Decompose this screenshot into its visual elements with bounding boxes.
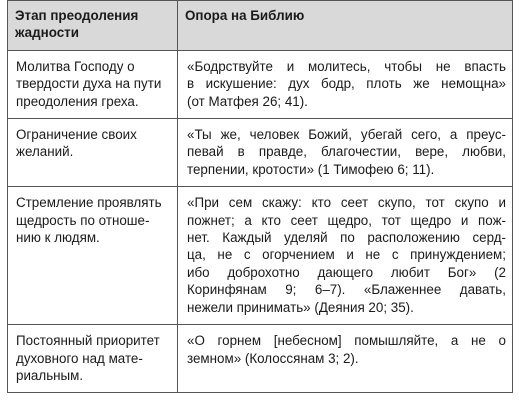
table-row bbox=[8, 119, 513, 187]
bible-line: ца, не с огорчением и не с принуждением; bbox=[187, 247, 506, 263]
stage-cell bbox=[8, 325, 178, 393]
stage-line: Ограничение своих bbox=[16, 127, 137, 143]
bible-line: «При сем скажу: кто сеет скупо, тот скупо и bbox=[187, 195, 506, 211]
stage-cell bbox=[8, 187, 178, 325]
stage-line: щедрость по отноше- bbox=[16, 212, 150, 228]
stage-line: преодоления греха. bbox=[16, 93, 139, 109]
stage-line: Молитва Господу о bbox=[16, 58, 135, 74]
stage-line: Стремление проявлять bbox=[16, 195, 162, 211]
bible-line: Коринфянам 9; 6–7). «Блаженнее давать, bbox=[187, 282, 506, 298]
header-stage-line: жадности bbox=[15, 25, 79, 41]
stage-line: нию к людям. bbox=[16, 230, 100, 246]
table-row bbox=[8, 325, 513, 393]
stage-cell bbox=[8, 119, 178, 187]
bible-line: нежели принимать» (Деяния 20; 35). bbox=[187, 299, 414, 315]
stage-line: духовного над мате- bbox=[16, 350, 143, 366]
header-stage bbox=[8, 1, 178, 51]
bible-line: (от Матфея 26; 41). bbox=[187, 93, 308, 109]
bible-line: ибо доброхотно дающего любит Бог» (2 bbox=[187, 264, 506, 280]
bible-line: «Ты же, человек Божий, убегай сего, а преус- bbox=[187, 127, 506, 143]
stage-cell bbox=[8, 50, 178, 118]
bible-line: пожнет; а кто сеет щедро, тот щедро и пож- bbox=[187, 212, 506, 228]
header-row bbox=[8, 1, 513, 51]
bible-cell bbox=[178, 325, 513, 393]
bible-line: нет. Каждый уделяй по расположению серд- bbox=[187, 230, 506, 246]
header-bible bbox=[178, 1, 513, 51]
stage-line: Постоянный приоритет bbox=[16, 333, 160, 349]
bible-line: «О горнем [небесном] помышляйте, а не о bbox=[187, 333, 506, 349]
table-row bbox=[8, 50, 513, 118]
stage-line: желаний. bbox=[16, 144, 74, 160]
bible-line: «Бодрствуйте и молитесь, чтобы не впасть bbox=[187, 58, 506, 74]
stage-line: твердости духа на пути bbox=[16, 76, 162, 92]
bible-line: в искушение: дух бодр, плоть же немощна» bbox=[187, 76, 506, 92]
bible-line: земном» (Колоссянам 3; 2). bbox=[187, 350, 359, 366]
header-stage-line: Этап преодоления bbox=[15, 8, 139, 23]
table-row bbox=[8, 187, 513, 325]
stage-line: риальным. bbox=[16, 367, 84, 383]
bible-line: терпении, кротости» (1 Тимофею 6; 11). bbox=[187, 161, 435, 177]
bible-cell bbox=[178, 187, 513, 325]
bible-line: певай в правде, благочестии, вере, любви, bbox=[187, 144, 506, 160]
bible-table bbox=[7, 0, 513, 393]
bible-cell bbox=[178, 50, 513, 118]
header-bible-line: Опора на Библию bbox=[185, 8, 305, 23]
bible-cell bbox=[178, 119, 513, 187]
